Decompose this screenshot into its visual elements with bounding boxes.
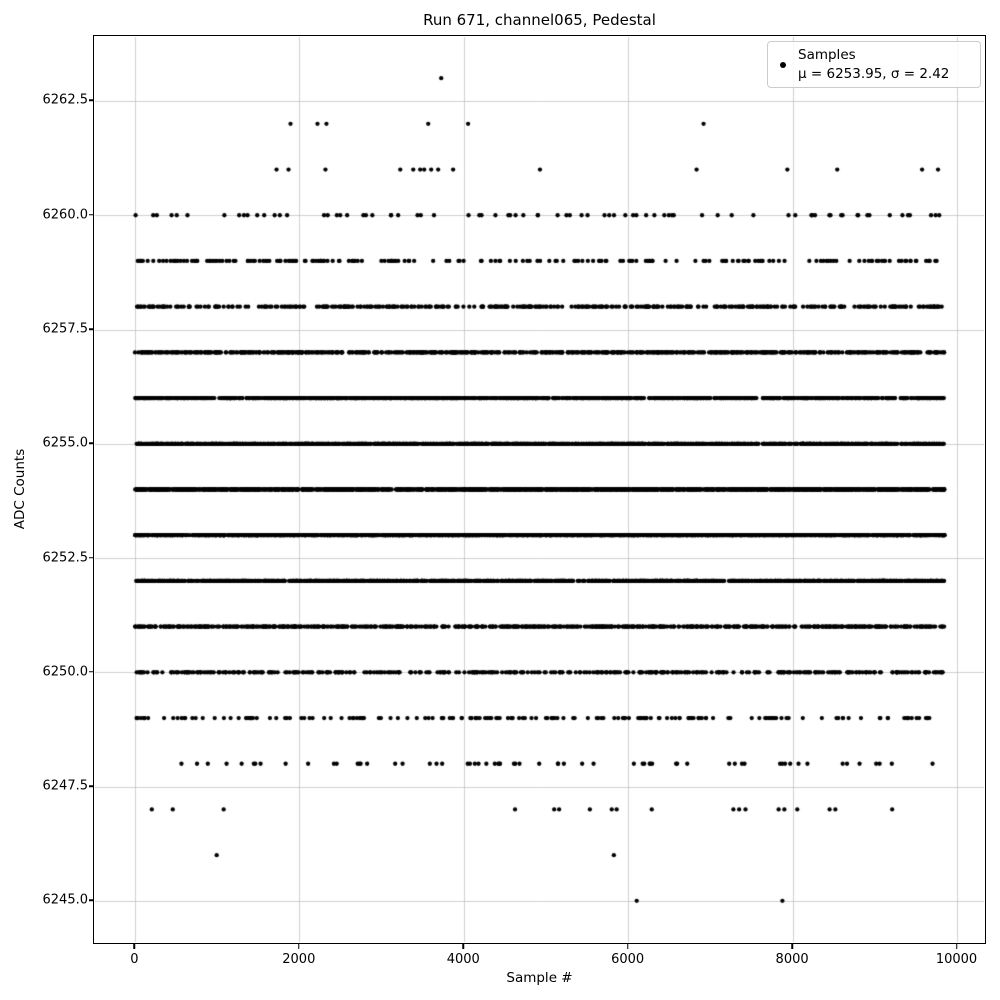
x-tick-label: 10000 [935,952,978,967]
legend-stats: μ = 6253.95, σ = 2.42 [798,65,950,82]
y-tick-mark [89,557,94,559]
y-tick-label: 6245.0 [42,892,88,908]
legend-sample-marker-icon [780,62,786,68]
y-tick-label: 6260.0 [42,207,88,223]
y-tick-mark [89,785,94,787]
x-tick-mark [956,944,958,949]
x-tick-label: 6000 [611,952,645,967]
legend-label: Samples [798,46,856,63]
y-tick-label: 6257.5 [42,321,88,337]
y-axis-label: ADC Counts [12,448,28,530]
y-tick-label: 6262.5 [42,92,88,108]
x-tick-label: 4000 [446,952,480,967]
legend [767,41,981,88]
x-tick-label: 2000 [282,952,316,967]
y-tick-mark [89,214,94,216]
y-tick-label: 6252.5 [42,550,88,566]
x-tick-label: 8000 [775,952,809,967]
y-tick-label: 6255.0 [42,435,88,451]
x-axis-label: Sample # [506,970,573,986]
y-tick-label: 6250.0 [42,664,88,680]
x-tick-mark [627,944,629,949]
y-tick-mark [89,100,94,102]
y-tick-label: 6247.5 [42,778,88,794]
x-tick-mark [462,944,464,949]
x-tick-mark [298,944,300,949]
y-tick-mark [89,900,94,902]
y-tick-mark [89,328,94,330]
x-tick-mark [791,944,793,949]
x-tick-label: 0 [130,952,139,967]
y-tick-mark [89,443,94,445]
scatter-plot-canvas [95,37,984,942]
chart-title: Run 671, channel065, Pedestal [423,11,656,29]
y-tick-mark [89,671,94,673]
x-tick-mark [134,944,136,949]
